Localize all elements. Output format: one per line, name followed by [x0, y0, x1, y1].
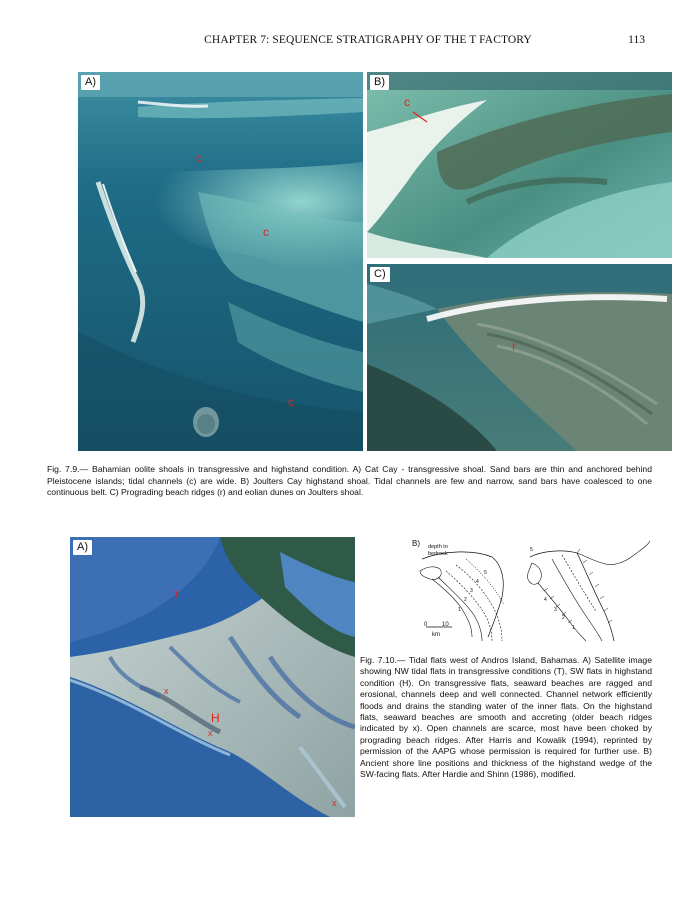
- fig-7-10-a-photo: [70, 537, 355, 817]
- beach-ridge-mark-x: x: [332, 798, 337, 808]
- channel-mark-c: c: [196, 151, 202, 165]
- fig-7-10-b-diagram: [412, 537, 650, 642]
- running-header-title: CHAPTER 7: SEQUENCE STRATIGRAPHY OF THE T FACTORY: [204, 34, 532, 46]
- beach-ridges-aerial-image: [367, 264, 672, 451]
- contour-label: 3: [554, 607, 557, 613]
- cat-cay-aerial-image: [78, 72, 363, 451]
- fig-7-9-c-photo: [367, 264, 672, 451]
- fig-7-9-caption-text: Fig. 7.9.— Bahamian oolite shoals in transgressive and highstand condition. A) Cat Cay - transgressive shoal. Sand bars are thin and anchored behind Pleistocene islands; tidal channels (c) are wide. B) Joulters Cay highstand shoal. Tidal channels are few and narrow, sand bars have coalesced to one continuous belt. C) Prograding beach ridges (r) and eolian dunes on Joulters shoal.: [47, 464, 652, 498]
- fig-7-10-b-label: B): [412, 539, 420, 548]
- contour-label: 5: [484, 570, 487, 576]
- highstand-mark-h: H: [211, 711, 220, 725]
- contour-label: 4: [476, 579, 479, 585]
- channel-mark-c: c: [263, 225, 269, 239]
- contour-label: 1: [458, 607, 461, 613]
- channel-mark-c: c: [288, 395, 294, 409]
- beach-ridge-mark-x: x: [208, 728, 213, 738]
- contour-label: 1: [572, 625, 575, 631]
- transgressive-mark-t: T: [174, 590, 180, 600]
- beach-ridge-mark-r: r: [512, 339, 516, 353]
- contour-label: 5: [530, 547, 533, 553]
- fig-7-9-b-label: B): [370, 75, 389, 90]
- fig-7-10-a-label: A): [73, 540, 92, 555]
- scale-unit: km: [432, 632, 440, 638]
- beach-ridge-mark-x: x: [164, 686, 169, 696]
- contour-label: 4: [544, 597, 547, 603]
- scale-zero: 0: [424, 622, 428, 628]
- channel-mark-c: c: [404, 95, 410, 109]
- contour-label: 2: [562, 615, 565, 621]
- depth-label-line1: depth to: [428, 544, 448, 550]
- fig-7-10-caption: [360, 655, 652, 780]
- contour-label: 2: [464, 597, 467, 603]
- joulters-cay-aerial-image: [367, 72, 672, 258]
- fig-7-10-caption-text: Fig. 7.10.— Tidal flats west of Andros Island, Bahamas. A) Satellite image showing NW tidal flats in transgressive conditions (T), SW flats in highstand condition (H). On transgressive flats, seaward beaches are ragged and erosional, channels deep and well connected. Channel network efficiently floods and drains the standing water of the inner flats. On the highstand flats, seaward beaches are smooth and accreting (older beach ridges indicated by x). Open channels are scarce, most have been choked by prograding beach ridges. After Harris and Kowalik (1994), reprinted by permission of the AAPG whose permission is required for further use. B) Ancient shore line positions and thickness of the highstand wedge of the SW-facing flats. After Hardie and Shinn (1986), modified.: [360, 655, 652, 780]
- scale-ten: 10: [442, 622, 449, 628]
- fig-7-9-caption: [47, 464, 652, 499]
- depth-label-line2: bedrock: [428, 551, 448, 557]
- fig-7-9-c-label: C): [370, 267, 390, 282]
- fig-7-9-a-label: A): [81, 75, 100, 90]
- contour-label: 3: [470, 588, 473, 594]
- page-number: 113: [628, 34, 645, 46]
- fig-7-9-b-photo: [367, 72, 672, 258]
- shoreline-position-diagram: [412, 537, 650, 642]
- fig-7-9-a-photo: [78, 72, 363, 451]
- andros-satellite-image: [70, 537, 355, 817]
